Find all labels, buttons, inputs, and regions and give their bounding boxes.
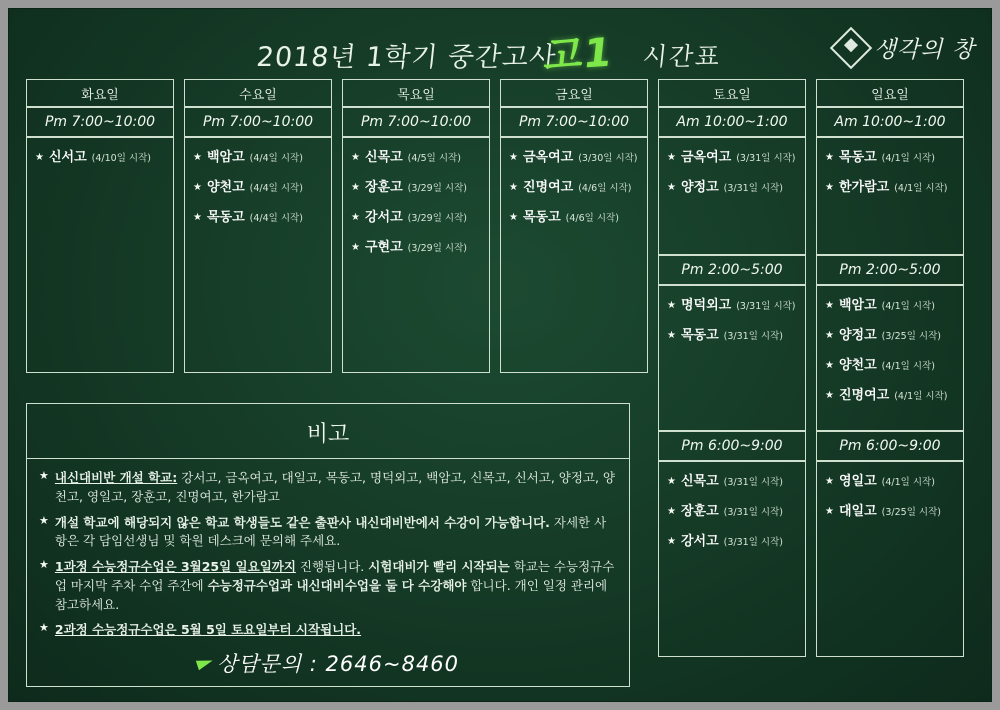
star-icon: ★ [351, 152, 360, 163]
time-slot-body [342, 137, 490, 373]
start-date-note: (4/1일 시작) [881, 301, 935, 312]
list-item [667, 500, 799, 519]
star-icon: ★ [667, 330, 676, 341]
day-header: 수요일 [184, 79, 332, 107]
time-slot-header: Pm 7:00~10:00 [184, 107, 332, 137]
day-header: 금요일 [500, 79, 648, 107]
star-icon: ★ [351, 212, 360, 223]
remarks-panel [26, 403, 630, 687]
star-icon: ★ [509, 212, 518, 223]
star-icon: ★ [351, 182, 360, 193]
day-header: 목요일 [342, 79, 490, 107]
list-item [825, 176, 957, 195]
start-date-note: (4/1일 시작) [894, 391, 948, 402]
remark-line [39, 621, 615, 640]
start-date-note: (3/31일 시작) [723, 183, 783, 194]
start-date-note: (3/25일 시작) [881, 331, 941, 342]
start-date-note: (3/31일 시작) [736, 153, 796, 164]
contact-line [27, 648, 629, 678]
school-name: 진명여고 [838, 388, 890, 403]
star-icon: ★ [825, 360, 834, 371]
star-icon: ★ [825, 152, 834, 163]
list-item [825, 500, 957, 519]
list-item [351, 206, 483, 225]
brand-name: 생각의 창 [873, 37, 975, 63]
remark-line [39, 558, 615, 614]
list-item [509, 176, 641, 195]
school-name: 장훈고 [680, 504, 719, 519]
time-slot-header: Pm 7:00~10:00 [500, 107, 648, 137]
star-icon: ★ [825, 390, 834, 401]
star-icon: ★ [509, 152, 518, 163]
start-date-note: (4/1일 시작) [881, 153, 935, 164]
time-slot-header: Pm 2:00~5:00 [816, 255, 964, 285]
page-title: 2018년 1학기 중간고사 [255, 42, 558, 73]
star-icon: ★ [193, 152, 202, 163]
school-name: 영일고 [838, 474, 877, 489]
star-icon: ★ [825, 476, 834, 487]
start-date-note: (3/31일 시작) [723, 477, 783, 488]
start-date-note: (3/29일 시작) [407, 183, 467, 194]
brand-logo [836, 31, 975, 64]
start-date-note: (3/30일 시작) [578, 153, 638, 164]
list-item [193, 146, 325, 165]
star-icon: ★ [825, 330, 834, 341]
list-item [35, 146, 167, 165]
remark-text: 개설 학교에 해당되지 않은 학교 학생들도 같은 출판사 내신대비반에서 수강이 가능합니다. 자세한 사항은 각 담임선생님 및 학원 데스크에 문의해 주세요. [54, 514, 607, 549]
star-icon: ★ [667, 182, 676, 193]
list-item [351, 146, 483, 165]
star-icon: ★ [193, 182, 202, 193]
school-name: 진명여고 [522, 180, 574, 195]
remarks-body [27, 458, 629, 640]
school-name: 목동고 [838, 150, 877, 165]
star-icon: ★ [667, 506, 676, 517]
time-slot-body [816, 461, 964, 657]
pen-icon [196, 656, 214, 670]
star-icon: ★ [667, 536, 676, 547]
school-name: 양천고 [838, 358, 877, 373]
school-name: 명덕외고 [680, 298, 732, 313]
list-item [509, 206, 641, 225]
star-icon: ★ [667, 300, 676, 311]
time-slot-header: Am 10:00~1:00 [658, 107, 806, 137]
time-slot-header: Pm 7:00~10:00 [26, 107, 174, 137]
start-date-note: (4/4일 시작) [249, 153, 303, 164]
star-icon: ★ [825, 506, 834, 517]
start-date-note: (3/29일 시작) [407, 213, 467, 224]
list-item [825, 470, 957, 489]
star-icon: ★ [825, 300, 834, 311]
school-name: 목동고 [522, 210, 561, 225]
remark-text: 1과정 수능정규수업은 3월25일 일요일까지 진행됩니다. 시험대비가 빨리 시작되는 학교는 수능정규수업 마지막 주차 수업 주간에 수능정규수업과 내신대비수업을 둘 다 수강해야 합니다. 개인 일정 관리에 참고하세요. [54, 559, 615, 612]
school-name: 신서고 [48, 150, 87, 165]
star-icon: ★ [667, 476, 676, 487]
list-item [667, 470, 799, 489]
time-slot-header: Pm 6:00~9:00 [816, 431, 964, 461]
day-header: 일요일 [816, 79, 964, 107]
start-date-note: (3/31일 시작) [736, 301, 796, 312]
time-slot-body [816, 285, 964, 431]
start-date-note: (4/5일 시작) [407, 153, 461, 164]
list-item [825, 146, 957, 165]
school-name: 강서고 [364, 210, 403, 225]
list-item [667, 176, 799, 195]
list-item [351, 236, 483, 255]
list-item [509, 146, 641, 165]
school-name: 백암고 [838, 298, 877, 313]
time-slot-header: Pm 6:00~9:00 [658, 431, 806, 461]
time-slot-body [500, 137, 648, 373]
list-item [667, 530, 799, 549]
school-name: 백암고 [206, 150, 245, 165]
remark-text: 내신대비반 개설 학교: 강서고, 금옥여고, 대일고, 목동고, 명덕외고, 백암고, 신목고, 신서고, 양정고, 양천고, 영일고, 장훈고, 진명여고, 한가람고 [54, 470, 616, 504]
start-date-note: (4/4일 시작) [249, 183, 303, 194]
school-name: 구현고 [364, 240, 403, 255]
remarks-title: 비고 [306, 422, 350, 447]
school-name: 강서고 [680, 534, 719, 549]
start-date-note: (4/4일 시작) [249, 213, 303, 224]
school-name: 신목고 [364, 150, 403, 165]
star-icon: ★ [351, 242, 360, 253]
star-icon: ★ [509, 182, 518, 193]
start-date-note: (3/25일 시작) [881, 507, 941, 518]
diamond-logo-icon [830, 26, 872, 68]
start-date-note: (4/1일 시작) [881, 477, 935, 488]
remark-line [39, 469, 615, 507]
remark-text: 2과정 수능정규수업은 5월 5일 토요일부터 시작됩니다. [54, 622, 362, 638]
start-date-note: (4/6일 시작) [578, 183, 632, 194]
school-name: 금옥여고 [680, 150, 732, 165]
time-slot-header: Pm 2:00~5:00 [658, 255, 806, 285]
start-date-note: (4/10일 시작) [91, 153, 151, 164]
list-item [825, 354, 957, 373]
time-slot-body [816, 137, 964, 255]
start-date-note: (4/1일 시작) [894, 183, 948, 194]
start-date-note: (3/31일 시작) [723, 331, 783, 342]
list-item [351, 176, 483, 195]
start-date-note: (3/31일 시작) [723, 537, 783, 548]
list-item [825, 294, 957, 313]
day-header: 화요일 [26, 79, 174, 107]
start-date-note: (3/29일 시작) [407, 243, 467, 254]
star-icon: ★ [193, 212, 202, 223]
school-name: 목동고 [680, 328, 719, 343]
list-item [825, 324, 957, 343]
remark-line [39, 514, 615, 552]
school-name: 금옥여고 [522, 150, 574, 165]
start-date-note: (4/6일 시작) [565, 213, 619, 224]
day-header: 토요일 [658, 79, 806, 107]
star-icon: ★ [39, 513, 49, 527]
time-slot-body [658, 137, 806, 255]
star-icon: ★ [35, 152, 44, 163]
schedule-board [8, 8, 992, 702]
time-slot-body [26, 137, 174, 373]
star-icon: ★ [667, 152, 676, 163]
list-item [193, 206, 325, 225]
school-name: 목동고 [206, 210, 245, 225]
star-icon: ★ [39, 558, 49, 571]
start-date-note: (4/1일 시작) [881, 361, 935, 372]
star-icon: ★ [39, 621, 49, 635]
list-item [667, 146, 799, 165]
start-date-note: (3/31일 시작) [723, 507, 783, 518]
time-slot-header: Pm 7:00~10:00 [342, 107, 490, 137]
school-name: 양천고 [206, 180, 245, 195]
board-header [9, 9, 993, 81]
list-item [667, 294, 799, 313]
time-slot-header: Am 10:00~1:00 [816, 107, 964, 137]
contact-text: 상담문의 : 2646~8460 [216, 652, 460, 676]
grade-label: 고1 [541, 29, 614, 81]
star-icon: ★ [825, 182, 834, 193]
time-slot-body [658, 285, 806, 431]
time-slot-body [184, 137, 332, 373]
list-item [825, 384, 957, 403]
school-name: 양정고 [838, 328, 877, 343]
time-slot-body [658, 461, 806, 657]
star-icon: ★ [39, 469, 49, 482]
school-name: 한가람고 [838, 180, 890, 195]
title-suffix: 시간표 [641, 42, 723, 71]
school-name: 양정고 [680, 180, 719, 195]
list-item [667, 324, 799, 343]
school-name: 장훈고 [364, 180, 403, 195]
list-item [193, 176, 325, 195]
school-name: 대일고 [838, 504, 877, 519]
school-name: 신목고 [680, 474, 719, 489]
